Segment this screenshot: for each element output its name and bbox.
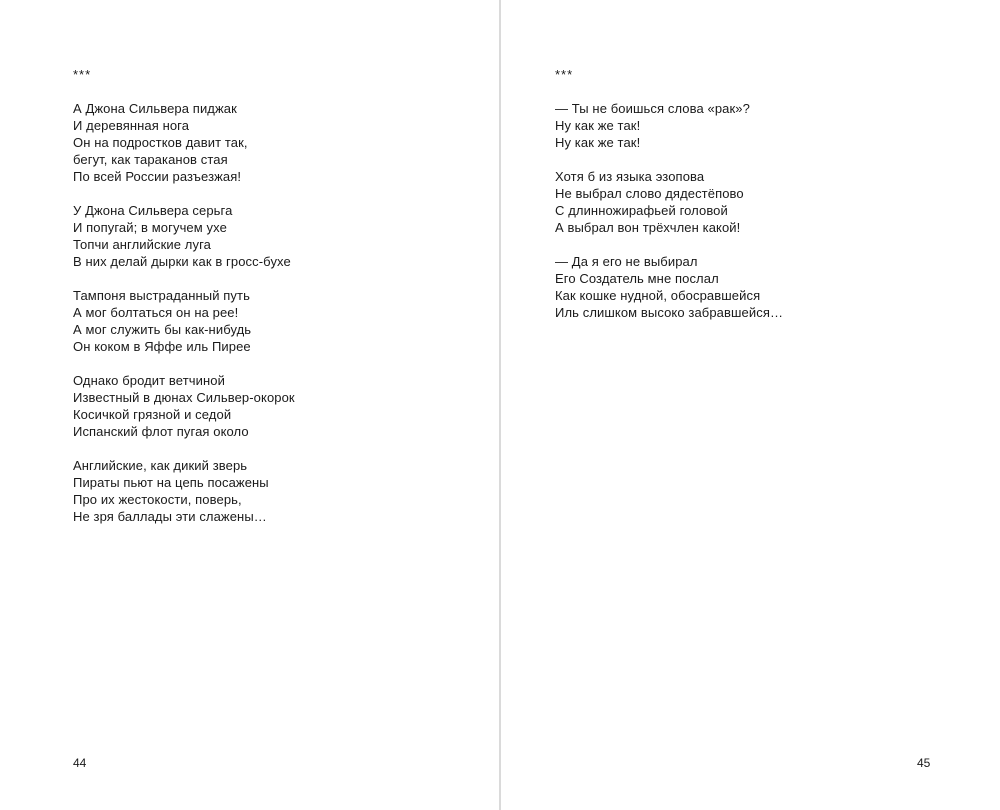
stanza-4 [73, 372, 295, 440]
poem-line: Пираты пьют на цепь посажены [73, 475, 269, 490]
poem-right [555, 66, 783, 338]
poem-line: И попугай; в могучем ухе [73, 220, 227, 235]
poem-line: У Джона Сильвера серьга [73, 203, 233, 218]
poem-line: Его Создатель мне послал [555, 271, 719, 286]
stanza-2 [73, 202, 295, 270]
poem-line: А мог служить бы как-нибудь [73, 322, 252, 337]
stanza-2 [555, 168, 783, 236]
poem-line: Иль слишком высоко забравшейся… [555, 305, 784, 320]
stanza-3 [73, 287, 295, 355]
poem-line: Он коком в Яффе иль Пирее [73, 339, 251, 354]
poem-line: Известный в дюнах Сильвер-окорок [73, 390, 295, 405]
poem-line: — Да я его не выбирал [555, 254, 698, 269]
poem-line: И деревянная нога [73, 118, 190, 133]
poem-line: Косичкой грязной и седой [73, 407, 232, 422]
section-separator: *** [73, 67, 92, 82]
poem-line: Английские, как дикий зверь [73, 458, 248, 473]
poem-line: Топчи английские луга [73, 237, 211, 252]
poem-line: — Ты не боишься слова «рак»? [555, 101, 750, 116]
stanza-5 [73, 457, 295, 525]
poem-line: По всей России разъезжая! [73, 169, 242, 184]
stanza-1 [73, 100, 295, 185]
poem-line: Тампоня выстраданный путь [73, 288, 250, 303]
stanza-1 [555, 100, 783, 151]
poem-left [73, 66, 295, 542]
poem-line: Не выбрал слово дядестёпово [555, 186, 744, 201]
poem-line: Хотя б из языка эзопова [555, 169, 705, 184]
poem-line: С длинножирафьей головой [555, 203, 728, 218]
poem-line: Не зря баллады эти слажены… [73, 509, 267, 524]
section-separator: *** [555, 67, 574, 82]
right-page [501, 0, 1000, 810]
stanza-3 [555, 253, 783, 321]
poem-line: А Джона Сильвера пиджак [73, 101, 237, 116]
page-number-right: 45 [917, 756, 931, 770]
poem-line: бегут, как тараканов стая [73, 152, 228, 167]
poem-line: Однако бродит ветчиной [73, 373, 225, 388]
poem-line: Ну как же так! [555, 118, 641, 133]
poem-line: Он на подростков давит так, [73, 135, 248, 150]
poem-line: В них делай дырки как в гросс-бухе [73, 254, 291, 269]
poem-line: Ну как же так! [555, 135, 641, 150]
poem-line: А выбрал вон трёхчлен какой! [555, 220, 741, 235]
poem-line: Про их жестокости, поверь, [73, 492, 242, 507]
poem-line: А мог болтаться он на рее! [73, 305, 239, 320]
poem-line: Испанский флот пугая около [73, 424, 249, 439]
poem-line: Как кошке нудной, обосравшейся [555, 288, 761, 303]
page-number-left: 44 [73, 756, 87, 770]
